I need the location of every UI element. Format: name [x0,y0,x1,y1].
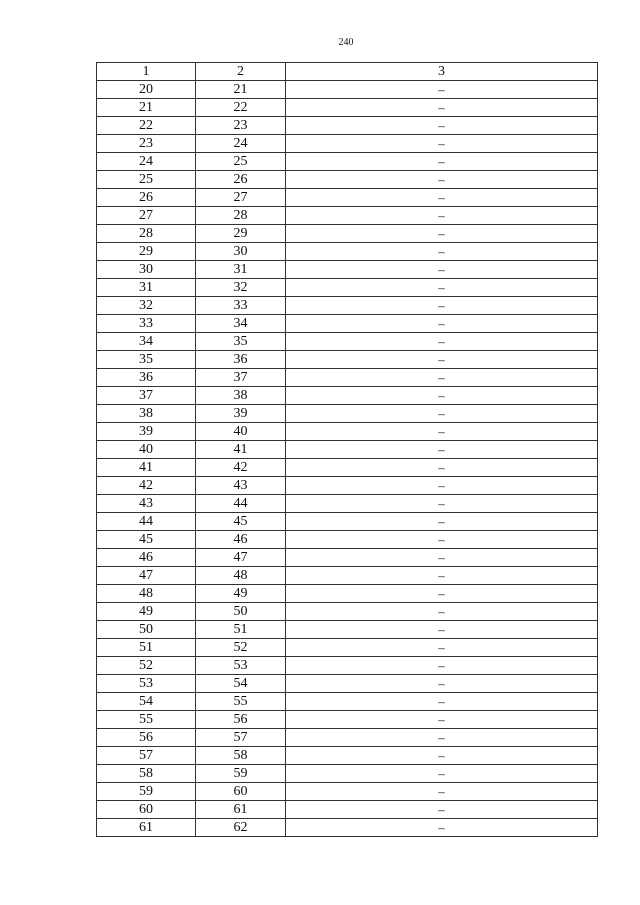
table-cell-col-3: – [286,711,598,729]
table-cell-col-2: 23 [196,117,286,135]
table-row [97,531,598,549]
table-cell-col-1: 42 [97,477,196,495]
table-cell-col-2: 50 [196,603,286,621]
table-cell-col-3: – [286,117,598,135]
table-cell-col-1: 24 [97,153,196,171]
table-cell-col-3: – [286,333,598,351]
table-row [97,117,598,135]
table-row [97,495,598,513]
table-cell-col-1: 28 [97,225,196,243]
table-cell-col-2: 61 [196,801,286,819]
table-row [97,81,598,99]
table-cell-col-1: 58 [97,765,196,783]
table-row [97,747,598,765]
table-cell-col-3: – [286,495,598,513]
table-cell-col-2: 58 [196,747,286,765]
table-cell-col-2: 57 [196,729,286,747]
table-cell-col-2: 49 [196,585,286,603]
table-cell-col-2: 48 [196,567,286,585]
table-cell-col-3: – [286,765,598,783]
table-cell-col-2: 60 [196,783,286,801]
page-number: 240 [338,37,354,48]
header-row [97,63,598,81]
table-cell-col-3: – [286,549,598,567]
table-row [97,567,598,585]
table-cell-col-1: 45 [97,531,196,549]
table-cell-col-2: 52 [196,639,286,657]
table-cell-col-3: – [286,171,598,189]
table-cell-col-3: – [286,459,598,477]
table-row [97,369,598,387]
table-cell-col-3: – [286,747,598,765]
table-cell-col-3: – [286,405,598,423]
table-cell-col-2: 62 [196,819,286,837]
table-cell-col-2: 41 [196,441,286,459]
table-cell-col-3: – [286,99,598,117]
table-cell-col-1: 25 [97,171,196,189]
table-row [97,477,598,495]
table-row [97,171,598,189]
table-row [97,513,598,531]
table-row [97,657,598,675]
table-header [97,63,598,81]
table-cell-col-3: – [286,441,598,459]
table-cell-col-2: 51 [196,621,286,639]
table-cell-col-3: – [286,657,598,675]
table-cell-col-1: 29 [97,243,196,261]
table-row [97,603,598,621]
table-row [97,801,598,819]
table-cell-col-1: 23 [97,135,196,153]
table-cell-col-3: – [286,387,598,405]
table-cell-col-1: 20 [97,81,196,99]
table-row [97,135,598,153]
table-cell-col-1: 27 [97,207,196,225]
table-row [97,765,598,783]
table-cell-col-2: 47 [196,549,286,567]
table-cell-col-2: 31 [196,261,286,279]
table-body [97,81,598,837]
table-cell-col-1: 47 [97,567,196,585]
table-cell-col-2: 44 [196,495,286,513]
table-cell-col-1: 40 [97,441,196,459]
table-cell-col-1: 51 [97,639,196,657]
table-cell-col-1: 41 [97,459,196,477]
table-cell-col-3: – [286,153,598,171]
table-cell-col-2: 56 [196,711,286,729]
table-cell-col-2: 37 [196,369,286,387]
table-cell-col-1: 32 [97,297,196,315]
table-cell-col-1: 31 [97,279,196,297]
table-row [97,333,598,351]
table-cell-col-2: 25 [196,153,286,171]
table-cell-col-1: 21 [97,99,196,117]
table-row [97,783,598,801]
table-cell-col-1: 30 [97,261,196,279]
table-cell-col-2: 27 [196,189,286,207]
table-row [97,423,598,441]
column-header-2: 2 [196,63,286,81]
table-cell-col-1: 48 [97,585,196,603]
table-row [97,261,598,279]
table-cell-col-3: – [286,189,598,207]
table-row [97,585,598,603]
table-cell-col-2: 46 [196,531,286,549]
table-cell-col-3: – [286,801,598,819]
table-cell-col-2: 59 [196,765,286,783]
table-row [97,711,598,729]
table-cell-col-2: 43 [196,477,286,495]
table-cell-col-2: 28 [196,207,286,225]
table-cell-col-1: 36 [97,369,196,387]
table-cell-col-2: 32 [196,279,286,297]
table-cell-col-2: 35 [196,333,286,351]
table-row [97,675,598,693]
table-cell-col-2: 26 [196,171,286,189]
table-cell-col-1: 49 [97,603,196,621]
table-cell-col-3: – [286,135,598,153]
table-cell-col-1: 54 [97,693,196,711]
table-row [97,441,598,459]
table-cell-col-2: 29 [196,225,286,243]
table-row [97,243,598,261]
table-cell-col-3: – [286,621,598,639]
table-cell-col-3: – [286,531,598,549]
table-cell-col-3: – [286,81,598,99]
table-row [97,207,598,225]
table-cell-col-1: 43 [97,495,196,513]
table-cell-col-1: 35 [97,351,196,369]
table-cell-col-3: – [286,693,598,711]
table-cell-col-3: – [286,675,598,693]
table-cell-col-2: 38 [196,387,286,405]
table-cell-col-1: 53 [97,675,196,693]
table-cell-col-1: 33 [97,315,196,333]
table-cell-col-1: 61 [97,819,196,837]
table-row [97,189,598,207]
table-cell-col-2: 24 [196,135,286,153]
table-cell-col-3: – [286,243,598,261]
table-row [97,297,598,315]
table-cell-col-3: – [286,729,598,747]
table-row [97,819,598,837]
table-row [97,639,598,657]
table-cell-col-2: 36 [196,351,286,369]
table-row [97,387,598,405]
table-cell-col-3: – [286,351,598,369]
table-cell-col-3: – [286,603,598,621]
table-cell-col-3: – [286,261,598,279]
table-cell-col-1: 38 [97,405,196,423]
table-cell-col-2: 33 [196,297,286,315]
table-cell-col-2: 30 [196,243,286,261]
table-cell-col-2: 21 [196,81,286,99]
table-cell-col-2: 45 [196,513,286,531]
table-row [97,153,598,171]
table-cell-col-3: – [286,585,598,603]
table-row [97,279,598,297]
table-row [97,459,598,477]
column-header-1: 1 [97,63,196,81]
table-cell-col-1: 56 [97,729,196,747]
table-row [97,693,598,711]
table-cell-col-3: – [286,279,598,297]
table-row [97,99,598,117]
data-table [96,62,598,837]
table-cell-col-3: – [286,207,598,225]
table-row [97,549,598,567]
table-cell-col-1: 39 [97,423,196,441]
table-cell-col-3: – [286,567,598,585]
table-cell-col-1: 26 [97,189,196,207]
table-row [97,729,598,747]
table-row [97,621,598,639]
table-cell-col-1: 22 [97,117,196,135]
table-cell-col-3: – [286,783,598,801]
table-cell-col-2: 55 [196,693,286,711]
table-cell-col-2: 42 [196,459,286,477]
table-cell-col-3: – [286,423,598,441]
table-cell-col-1: 60 [97,801,196,819]
table-cell-col-2: 22 [196,99,286,117]
table-cell-col-1: 57 [97,747,196,765]
table-cell-col-1: 44 [97,513,196,531]
table-cell-col-3: – [286,369,598,387]
table-cell-col-1: 34 [97,333,196,351]
table-cell-col-1: 55 [97,711,196,729]
table-row [97,405,598,423]
table-cell-col-3: – [286,819,598,837]
table-cell-col-3: – [286,225,598,243]
table-cell-col-2: 34 [196,315,286,333]
table-cell-col-3: – [286,315,598,333]
table-cell-col-3: – [286,513,598,531]
table-cell-col-2: 39 [196,405,286,423]
table-cell-col-3: – [286,639,598,657]
table-row [97,351,598,369]
table-cell-col-1: 59 [97,783,196,801]
table-cell-col-2: 53 [196,657,286,675]
table-cell-col-3: – [286,297,598,315]
table-cell-col-1: 46 [97,549,196,567]
table-cell-col-1: 50 [97,621,196,639]
table-cell-col-2: 54 [196,675,286,693]
table-row [97,225,598,243]
table-row [97,315,598,333]
table-cell-col-1: 52 [97,657,196,675]
column-header-3: 3 [286,63,598,81]
table-cell-col-2: 40 [196,423,286,441]
table-cell-col-1: 37 [97,387,196,405]
table-cell-col-3: – [286,477,598,495]
